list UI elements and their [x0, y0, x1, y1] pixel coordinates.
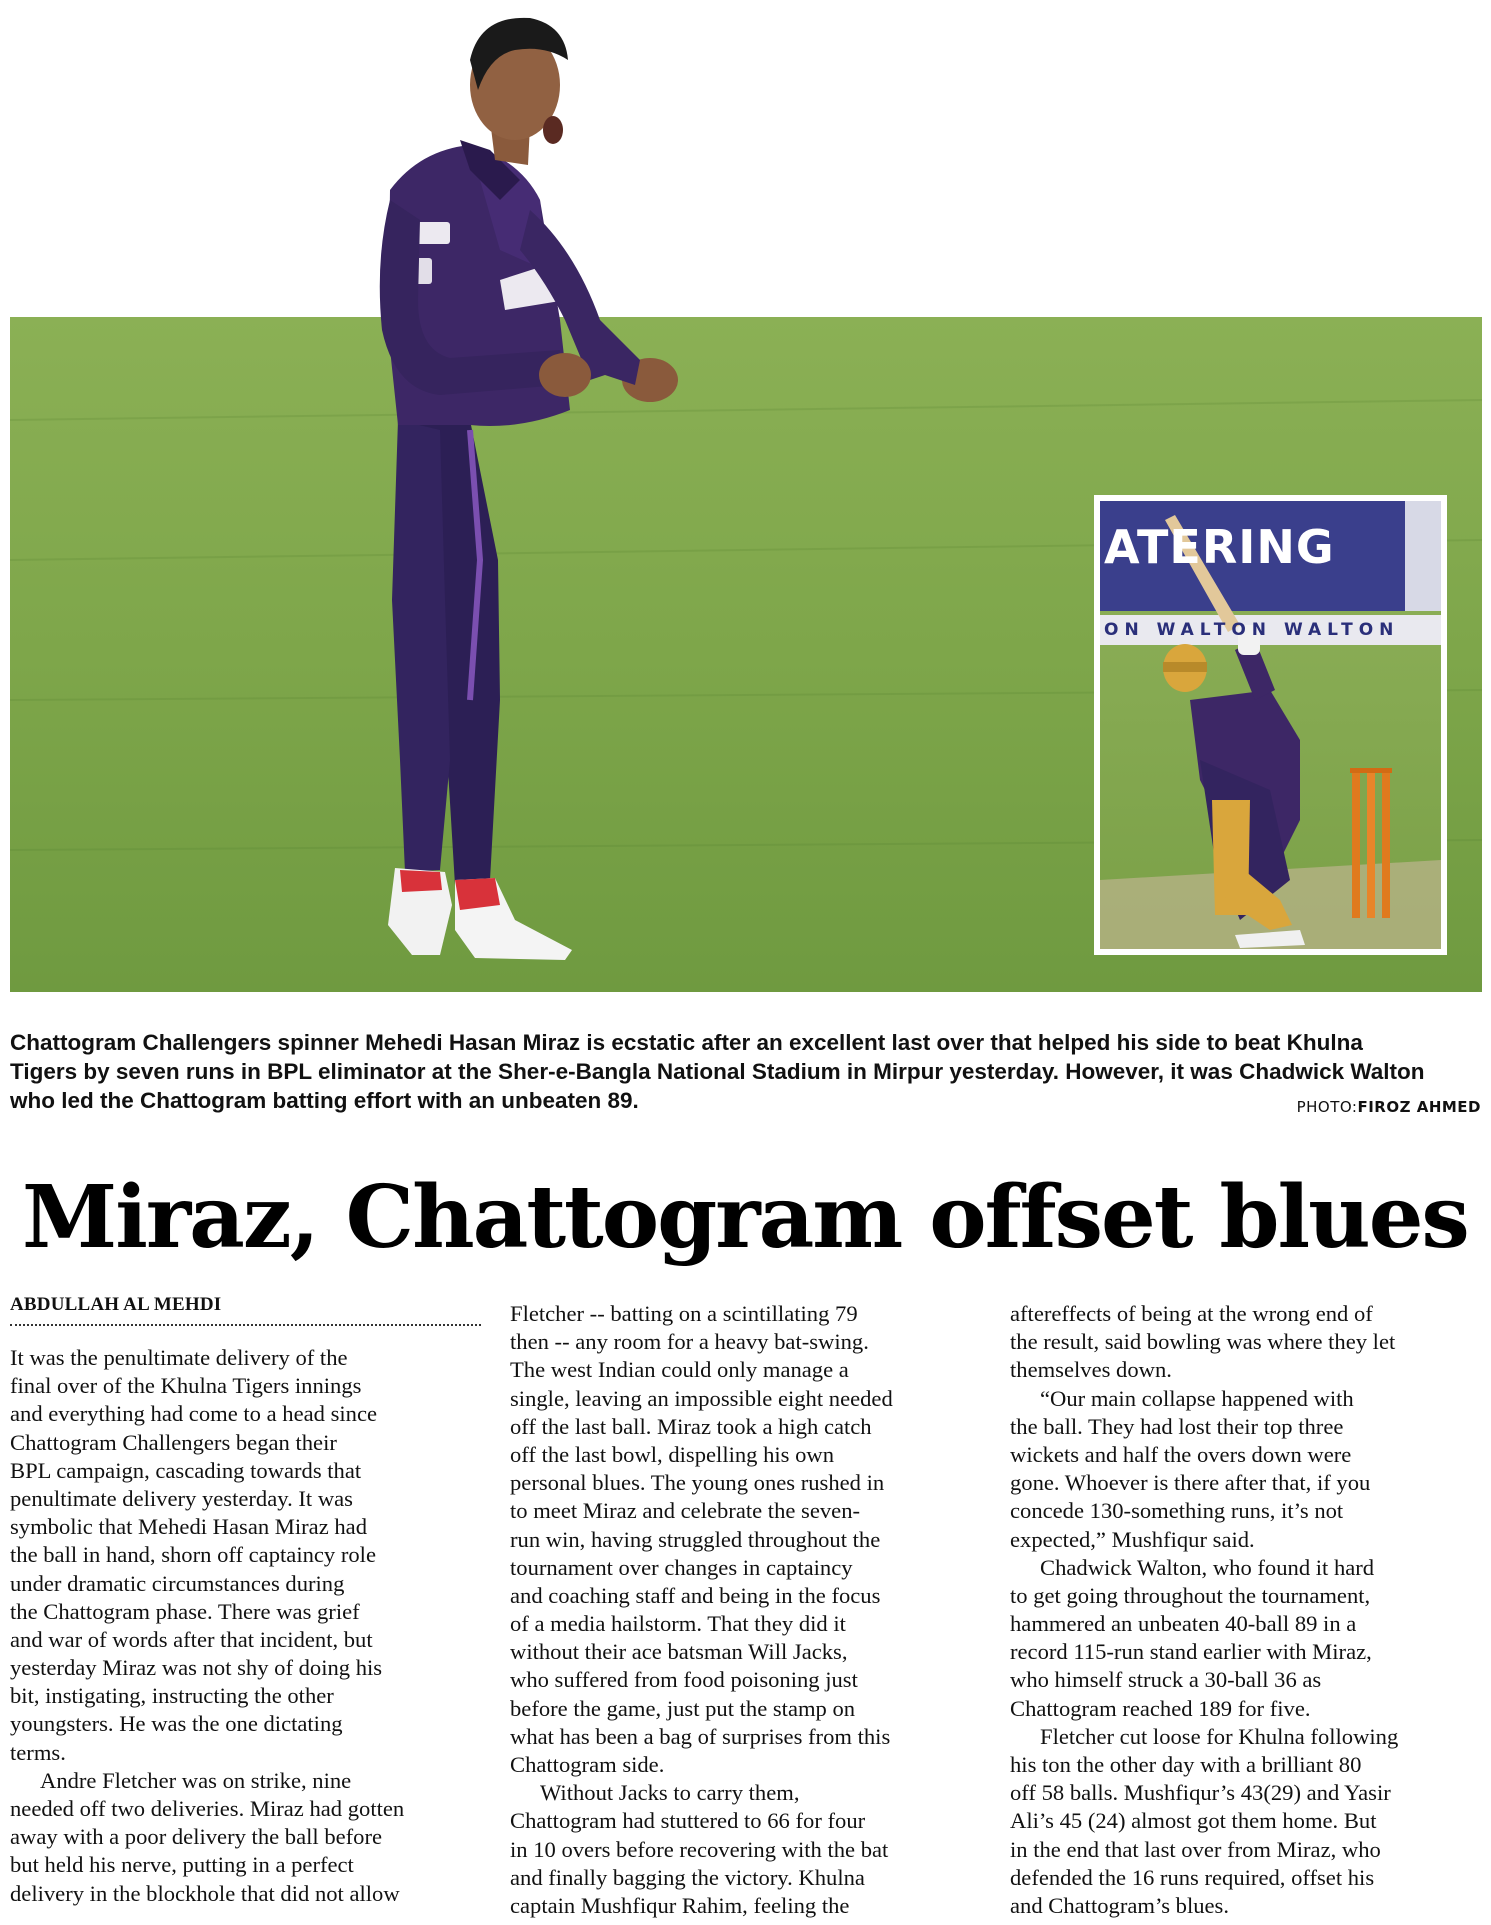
article-line: Chattogram side. [510, 1752, 665, 1777]
article-column-2 [510, 1300, 992, 1920]
article-line: the ball in hand, shorn off captaincy role [10, 1542, 376, 1568]
stump [1382, 770, 1390, 918]
article-line: concede 130-something runs, it’s not [1010, 1498, 1344, 1524]
article-line: and finally bagging the victory. Khulna [510, 1864, 865, 1890]
article-line: to meet Miraz and celebrate the seven- [510, 1498, 861, 1524]
inset-board-text: ON WALTON WALTON [1104, 620, 1400, 640]
article-line: penultimate delivery yesterday. It was [10, 1485, 353, 1511]
article-line: bit, instigating, instructing the other [10, 1683, 334, 1709]
article-line: then -- any room for a heavy bat-swing. [510, 1329, 869, 1355]
article-line: in 10 overs before recovering with the bat [510, 1836, 889, 1862]
photo-caption [10, 1028, 1465, 1115]
photo-credit-label: PHOTO: [1296, 1098, 1358, 1116]
article-line: hammered an unbeaten 40-ball 89 in a [1010, 1611, 1357, 1637]
article-line: of a media hailstorm. That they did it [510, 1611, 846, 1637]
article-line: needed off two deliveries. Miraz had gotten [10, 1796, 405, 1821]
article-line: off the last ball. Miraz took a high catch [510, 1413, 872, 1439]
article-line: Chattogram reached 189 for five. [1010, 1695, 1311, 1721]
article-line: who suffered from food poisoning just [510, 1667, 858, 1693]
article-line: before the game, just put the stamp on [510, 1695, 856, 1721]
article-column-3 [1010, 1300, 1491, 1920]
article-line: delivery in the blockhole that did not allow [10, 1880, 400, 1906]
article-line: personal blues. The young ones rushed in [510, 1470, 885, 1496]
article-line: the Chattogram phase. There was grief [10, 1598, 360, 1624]
article-line: terms. [10, 1739, 66, 1765]
article-line: off the last bowl, dispelling his own [510, 1441, 835, 1467]
article-line: It was the penultimate delivery of the [10, 1345, 348, 1370]
inset-banner-text: ATERING [1104, 520, 1335, 574]
photo-credit-name: FIROZ AHMED [1357, 1098, 1481, 1116]
article-line: what has been a bag of surprises from this [510, 1723, 891, 1749]
article-line: off 58 balls. Mushfiqur’s 43(29) and Yasir [1010, 1780, 1391, 1806]
article-line: Andre Fletcher was on strike, nine [40, 1767, 352, 1793]
headline: Miraz, Chattogram offset blues [22, 1167, 1468, 1268]
article-line: Chattogram had stuttered to 66 for four [510, 1808, 866, 1834]
article-line: record 115-run stand earlier with Miraz, [1010, 1639, 1372, 1665]
article-line: expected,” Mushfiqur said. [1010, 1526, 1255, 1552]
article-line: Ali’s 45 (24) almost got them home. But [1010, 1808, 1377, 1834]
article-line: and everything had come to a head since [10, 1401, 378, 1427]
article-line: Fletcher -- batting on a scintillating 79 [510, 1301, 858, 1326]
article-line: Fletcher cut loose for Khulna following [1040, 1723, 1399, 1749]
article-line: in the end that last over from Miraz, who [1010, 1836, 1381, 1862]
stump [1352, 770, 1360, 918]
article-line: run win, having struggled throughout the [510, 1526, 881, 1552]
article-line: and coaching staff and being in the focus [510, 1582, 881, 1608]
article-line: away with a poor delivery the ball before [10, 1824, 383, 1850]
article-line: BPL campaign, cascading towards that [10, 1457, 362, 1483]
article-line: themselves down. [1010, 1357, 1172, 1383]
article-line: and Chattogram’s blues. [1010, 1892, 1229, 1918]
article-line: final over of the Khulna Tigers innings [10, 1373, 362, 1399]
caption-line: Chattogram Challengers spinner Mehedi Hasan Miraz is ecstatic after an excellent last over that helped his side to beat Khulna [10, 1030, 1363, 1055]
article-line: to get going throughout the tournament, [1010, 1582, 1371, 1608]
article-line: the result, said bowling was where they let [1010, 1329, 1396, 1355]
stump [1367, 770, 1375, 918]
article-line: single, leaving an impossible eight needed [510, 1385, 893, 1411]
article-line: the ball. They had lost their top three [1010, 1413, 1344, 1439]
article-line: wickets and half the overs down were [1010, 1441, 1352, 1467]
article-line: yesterday Miraz was not shy of doing his [10, 1655, 383, 1681]
article-line: under dramatic circumstances during [10, 1570, 345, 1596]
article-line: gone. Whoever is there after that, if you [1010, 1470, 1371, 1496]
article-line: Chadwick Walton, who found it hard [1040, 1554, 1375, 1580]
article-line: but held his nerve, putting in a perfect [10, 1852, 354, 1878]
photo-credit [1297, 1098, 1481, 1116]
article-column-1 [10, 1344, 492, 1908]
article-line: defended the 16 runs required, offset his [1010, 1864, 1375, 1890]
caption-line: who led the Chattogram batting effort with an unbeaten 89. [10, 1088, 639, 1113]
article-line: The west Indian could only manage a [510, 1357, 849, 1383]
article-line: “Our main collapse happened with [1040, 1385, 1354, 1411]
article-line: Without Jacks to carry them, [540, 1780, 800, 1806]
article-line: aftereffects of being at the wrong end of [1010, 1301, 1373, 1326]
article-line: who himself struck a 30-ball 36 as [1010, 1667, 1322, 1693]
article-line: tournament over changes in captaincy [510, 1554, 853, 1580]
article-line: his ton the other day with a brilliant 80 [1010, 1752, 1362, 1777]
article-line: Chattogram Challengers began their [10, 1429, 337, 1455]
article-line: youngsters. He was the one dictating [10, 1711, 343, 1737]
caption-line: Tigers by seven runs in BPL eliminator at the Sher-e-Bangla National Stadium in Mirpur yesterday. However, it was Chadwick Walton [10, 1059, 1425, 1084]
article-line: and war of words after that incident, but [10, 1626, 373, 1652]
article-line: captain Mushfiqur Rahim, feeling the [510, 1892, 850, 1918]
article-line: without their ace batsman Will Jacks, [510, 1639, 848, 1665]
byline: ABDULLAH AL MEHDI [10, 1294, 481, 1326]
article-line: symbolic that Mehedi Hasan Miraz had [10, 1514, 368, 1540]
